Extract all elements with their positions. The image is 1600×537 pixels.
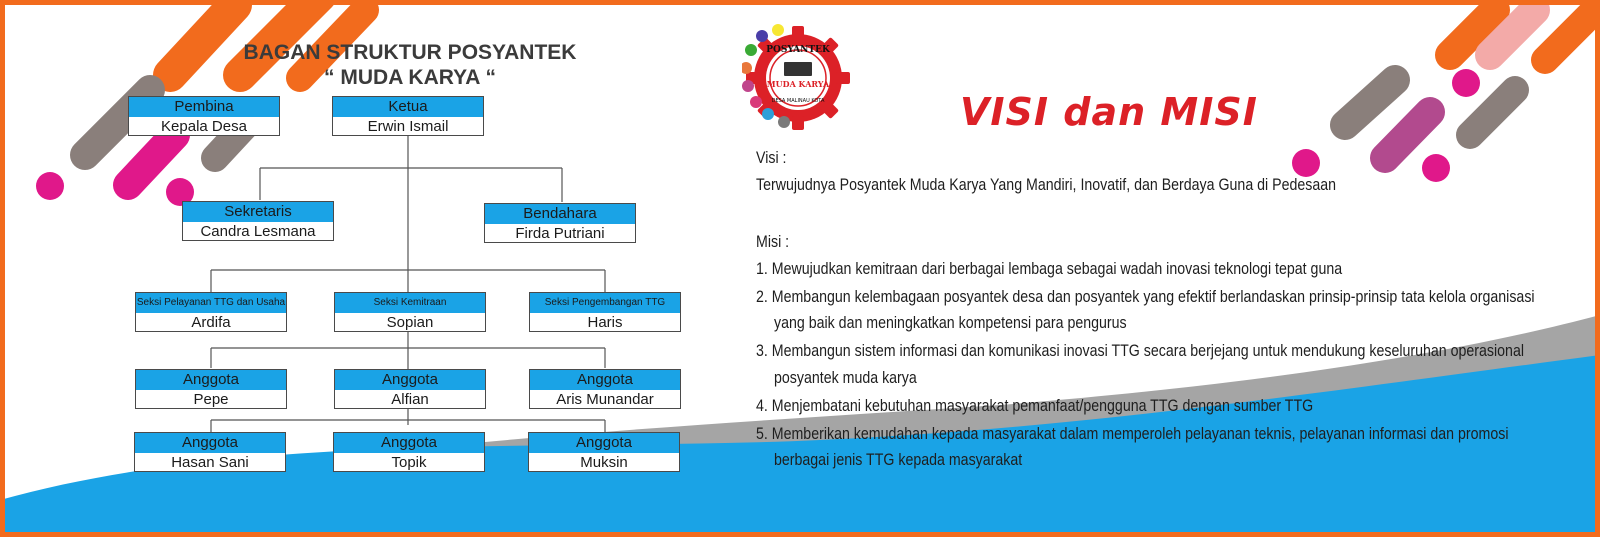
org-box-anggota	[135, 369, 287, 409]
org-box-sekretaris	[182, 201, 334, 241]
person-name: Aris Munandar	[556, 391, 654, 408]
org-chart-title: BAGAN STRUKTUR POSYANTEK	[243, 41, 577, 64]
org-box-seksi-pelayanan	[135, 292, 287, 332]
role-label: Pembina	[129, 97, 279, 117]
role-label: Seksi Kemitraan	[335, 293, 485, 313]
org-box-anggota	[334, 369, 486, 409]
role-label: Sekretaris	[183, 202, 333, 222]
org-box-anggota	[134, 432, 286, 472]
role-label: Seksi Pengembangan TTG	[530, 293, 680, 313]
org-box-anggota	[529, 369, 681, 409]
person-name: Firda Putriani	[515, 225, 605, 242]
logo-center-text: MUDA KARYA	[766, 79, 830, 89]
posyantek-logo	[742, 22, 854, 134]
role-label: Bendahara	[485, 204, 635, 224]
person-name: Sopian	[386, 314, 434, 331]
org-box-anggota	[333, 432, 485, 472]
misi-item-cont: posyantek muda karya	[774, 369, 917, 387]
visi-label: Visi :	[756, 149, 787, 167]
org-box-pembina	[128, 96, 280, 136]
person-name: Erwin Ismail	[367, 118, 449, 135]
org-chart-subtitle: “ MUDA KARYA “	[324, 66, 496, 89]
org-box-ketua	[332, 96, 484, 136]
role-label: Ketua	[333, 97, 483, 117]
role-label: Anggota	[136, 370, 286, 390]
logo-bottom-text: DESA MALINAU KOTA	[771, 98, 825, 104]
role-label: Seksi Pelayanan TTG dan Usaha	[136, 293, 286, 313]
misi-item-cont: yang baik dan meningkatkan kompetensi para pengurus	[774, 314, 1127, 332]
person-name: Hasan Sani	[171, 454, 249, 471]
misi-item: 1. Mewujudkan kemitraan dari berbagai lembaga sebagai wadah inovasi teknologi tepat guna	[756, 260, 1343, 278]
misi-item: 3. Membangun sistem informasi dan komunikasi inovasi TTG secara berjejang untuk mendukung keseluruhan operasional	[756, 342, 1524, 360]
role-label: Anggota	[530, 370, 680, 390]
role-label: Anggota	[529, 433, 679, 453]
person-name: Candra Lesmana	[200, 223, 316, 240]
org-box-anggota	[528, 432, 680, 472]
person-name: Alfian	[391, 391, 429, 408]
visi-misi-title: VISI dan MISI	[960, 90, 1258, 134]
misi-label: Misi :	[756, 233, 790, 251]
person-name: Ardifa	[191, 314, 231, 331]
role-label: Anggota	[334, 433, 484, 453]
org-box-seksi-kemitraan	[334, 292, 486, 332]
misi-item-cont: berbagai jenis TTG kepada masyarakat	[774, 451, 1023, 469]
misi-item: 4. Menjembatani kebutuhan masyarakat pemanfaat/pengguna TTG dengan sumber TTG	[756, 397, 1314, 415]
org-box-seksi-pengembangan	[529, 292, 681, 332]
role-label: Anggota	[135, 433, 285, 453]
person-name: Topik	[391, 454, 427, 471]
logo-top-text: POSYANTEK	[766, 45, 830, 55]
misi-item: 5. Memberikan kemudahan kepada masyarakat dalam memperoleh pelayanan teknis, pelayanan informasi dan promosi	[756, 425, 1509, 443]
org-box-bendahara	[484, 203, 636, 243]
person-name: Pepe	[193, 391, 229, 408]
person-name: Kepala Desa	[161, 118, 247, 135]
misi-item: 2. Membangun kelembagaan posyantek desa dan posyantek yang efektif berlandaskan prinsip-prinsip tata kelola organisasi	[756, 288, 1535, 306]
visi-text: Terwujudnya Posyantek Muda Karya Yang Mandiri, Inovatif, dan Berdaya Guna di Pedesaan	[756, 176, 1337, 194]
person-name: Muksin	[580, 454, 628, 471]
person-name: Haris	[587, 314, 623, 331]
role-label: Anggota	[335, 370, 485, 390]
